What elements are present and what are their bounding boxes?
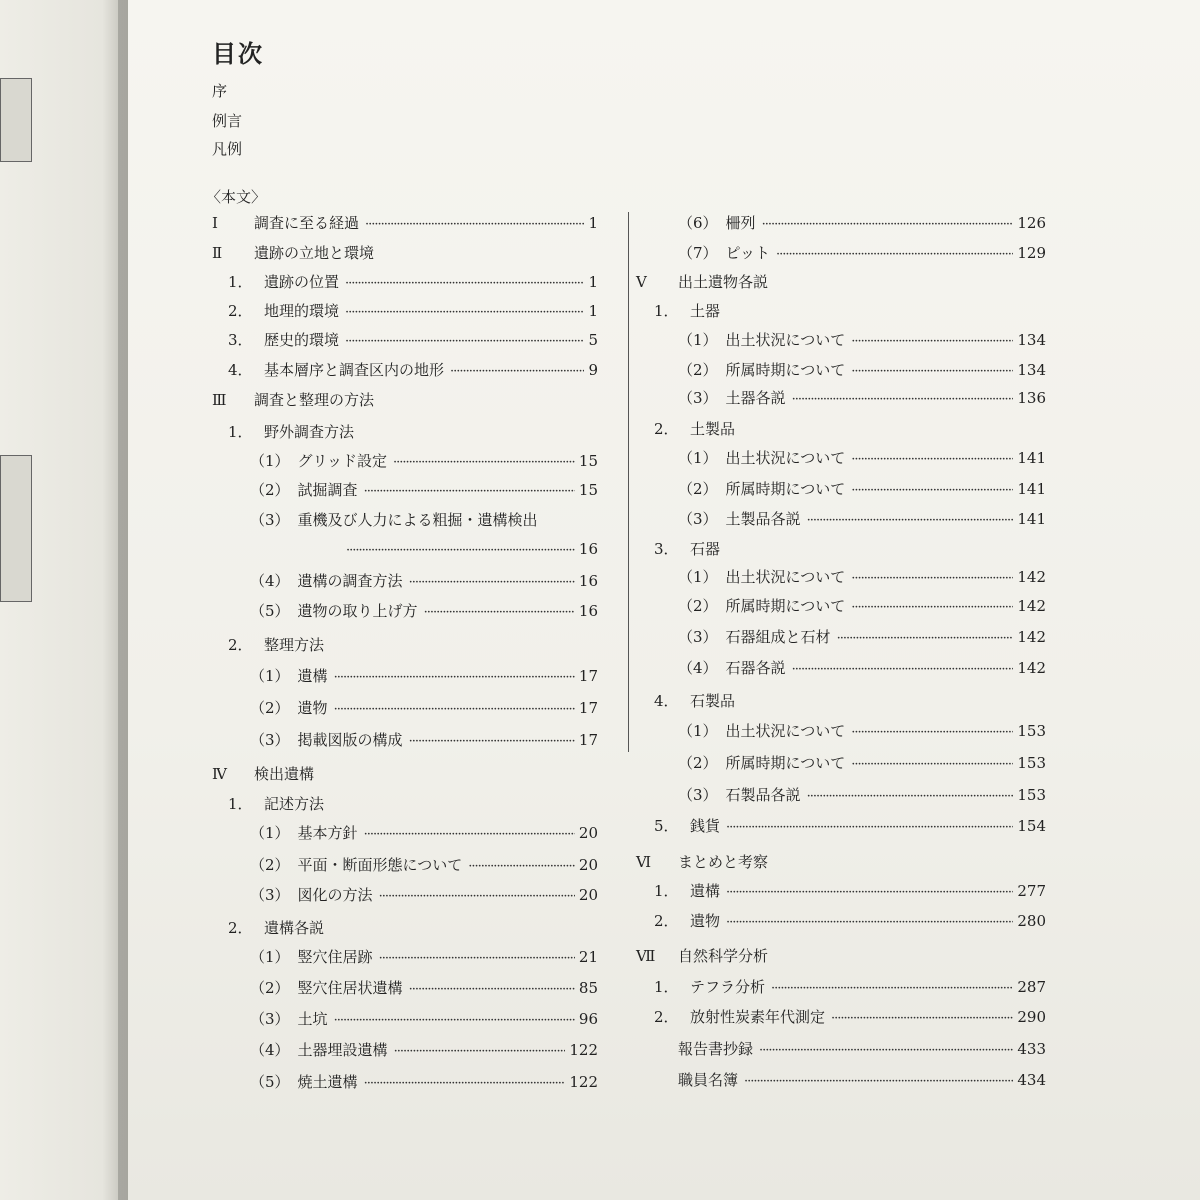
toc-label: 調査と整理の方法: [254, 391, 375, 409]
toc-page-number: 1: [588, 273, 598, 291]
toc-page-number: 21: [578, 948, 598, 966]
toc-page-number: 1: [588, 214, 598, 232]
toc-heading: [654, 538, 720, 560]
toc-number: （4）: [250, 572, 290, 590]
toc-label: 遺物: [690, 912, 721, 930]
toc-heading: [228, 793, 324, 815]
toc-number: （1）: [250, 667, 290, 685]
dot-leader: [345, 271, 584, 295]
toc-label: 遺跡の位置: [264, 273, 340, 291]
toc-entry: [678, 752, 1046, 774]
dot-leader: [807, 508, 1014, 532]
toc-label: 石器組成と石材: [725, 628, 831, 646]
toc-number: Ⅱ: [212, 244, 223, 262]
toc-number: （7）: [678, 244, 718, 262]
toc-number: 1．: [654, 978, 679, 996]
front-matter-preface: 序: [212, 82, 228, 100]
toc-heading: [228, 421, 354, 443]
toc-label: 土器: [690, 302, 721, 320]
toc-entry: [250, 1071, 598, 1093]
toc-number: 2．: [654, 1008, 679, 1026]
toc-heading: [654, 690, 735, 712]
toc-label: 放射性炭素年代測定: [690, 1008, 826, 1026]
dot-leader: [346, 538, 575, 562]
toc-page-number: 122: [569, 1073, 598, 1091]
dot-leader: [334, 697, 575, 721]
toc-label: 遺跡の立地と環境: [254, 244, 375, 262]
dot-leader: [409, 570, 575, 594]
toc-label: 掲載図版の構成: [297, 731, 403, 749]
front-matter-explanatory-notes: 例言: [212, 112, 243, 130]
dot-leader: [379, 946, 575, 970]
toc-label: 調査に至る経過: [254, 214, 360, 232]
toc-page-number: 85: [578, 979, 598, 997]
toc-entry: [678, 1038, 1046, 1060]
toc-entry: [250, 600, 598, 622]
toc-label: 野外調査方法: [264, 423, 355, 441]
toc-label: 地理的環境: [264, 302, 340, 320]
toc-number: （6）: [678, 214, 718, 232]
dot-leader: [424, 600, 575, 624]
toc-number: （2）: [250, 979, 290, 997]
dot-leader: [379, 884, 575, 908]
toc-label: 記述方法: [264, 795, 325, 813]
dot-leader: [334, 1008, 575, 1032]
toc-entry: [678, 566, 1046, 588]
toc-label: 遺構各説: [264, 919, 325, 937]
toc-number: 1．: [228, 795, 253, 813]
dot-leader: [726, 910, 1013, 934]
toc-label: 土器各説: [725, 389, 786, 407]
toc-label: 出土遺物各説: [678, 273, 769, 291]
toc-label: 竪穴住居跡: [297, 948, 373, 966]
toc-number: 1．: [654, 882, 679, 900]
toc-label: 歴史的環境: [264, 331, 340, 349]
dot-leader: [726, 880, 1013, 904]
toc-number: 4．: [228, 361, 253, 379]
toc-label: 焼土遺構: [297, 1073, 358, 1091]
toc-entry: [678, 1069, 1046, 1091]
toc-page-number: 17: [578, 667, 598, 685]
toc-entry: [678, 595, 1046, 617]
dot-leader: [831, 1006, 1013, 1030]
dot-leader: [851, 595, 1013, 619]
dot-leader: [851, 752, 1013, 776]
toc-label: 土製品: [690, 420, 736, 438]
toc-label: 出土状況について: [725, 331, 846, 349]
toc-page-number: 16: [578, 602, 598, 620]
dot-leader: [364, 822, 575, 846]
toc-number: 4．: [654, 692, 679, 710]
toc-entry: [250, 665, 598, 687]
toc-number: （5）: [250, 602, 290, 620]
toc-label: 石器各説: [725, 659, 786, 677]
toc-number: 2．: [228, 636, 253, 654]
toc-number: （1）: [250, 824, 290, 842]
toc-page-number: 154: [1017, 817, 1046, 835]
toc-number: （1）: [250, 452, 290, 470]
dot-leader: [776, 242, 1013, 266]
toc-entry: [678, 508, 1046, 530]
toc-entry: [228, 359, 598, 381]
front-matter-legend: 凡例: [212, 140, 243, 158]
toc-label: グリッド設定: [297, 452, 387, 470]
dot-leader: [851, 566, 1013, 590]
toc-label: 土器埋設遺構: [297, 1041, 388, 1059]
toc-heading: [212, 763, 314, 785]
toc-label: テフラ分析: [690, 978, 766, 996]
toc-entry: [654, 1006, 1046, 1028]
toc-label: 所属時期について: [725, 754, 846, 772]
toc-entry: [250, 1008, 598, 1030]
toc-page-number: 153: [1017, 786, 1046, 804]
toc-page-number: 136: [1017, 389, 1046, 407]
toc-entry: [678, 212, 1046, 234]
dot-leader: [837, 626, 1014, 650]
toc-page-number: 20: [578, 856, 598, 874]
toc-number: （3）: [678, 510, 718, 528]
section-label: 〈本文〉: [206, 188, 267, 206]
toc-label: 出土状況について: [725, 568, 846, 586]
dot-leader: [450, 359, 584, 383]
toc-page-number: 20: [578, 824, 598, 842]
toc-page-number: 17: [578, 699, 598, 717]
toc-label: 石製品: [690, 692, 736, 710]
dot-leader: [364, 1071, 566, 1095]
toc-number: Ⅴ: [636, 273, 647, 291]
toc-entry: [678, 387, 1046, 409]
toc-page-number: 1: [588, 302, 598, 320]
toc-number: （3）: [250, 511, 290, 529]
toc-number: （3）: [678, 786, 718, 804]
toc-number: （5）: [250, 1073, 290, 1091]
toc-entry: [654, 880, 1046, 902]
toc-page-number: 15: [578, 452, 598, 470]
toc-page-number: 142: [1017, 628, 1046, 646]
artifact-drawing: [0, 455, 32, 602]
toc-heading: [228, 634, 324, 656]
toc-number: （3）: [250, 731, 290, 749]
dot-leader: [762, 212, 1014, 236]
toc-number: 5．: [654, 817, 679, 835]
dot-leader: [393, 450, 575, 474]
toc-number: （1）: [678, 722, 718, 740]
toc-entry: [250, 479, 598, 501]
dot-leader: [851, 720, 1013, 744]
toc-number: 3．: [228, 331, 253, 349]
dot-leader: [394, 1039, 566, 1063]
toc-label: 柵列: [725, 214, 756, 232]
toc-entry: [678, 329, 1046, 351]
toc-label: 石器: [690, 540, 721, 558]
dot-leader: [771, 976, 1013, 1000]
toc-label: 土製品各説: [725, 510, 801, 528]
toc-entry: [250, 570, 598, 592]
column-divider: [628, 212, 629, 752]
toc-entry: [654, 815, 1046, 837]
toc-entry: [250, 884, 598, 906]
toc-page-number: 16: [578, 572, 598, 590]
toc-entry: [678, 478, 1046, 500]
toc-entry: [250, 854, 598, 876]
toc-number: （3）: [678, 389, 718, 407]
toc-entry: [678, 720, 1046, 742]
toc-entry: [340, 538, 598, 560]
toc-number: 2．: [228, 919, 253, 937]
toc-number: （2）: [678, 480, 718, 498]
toc-label: 職員名簿: [678, 1071, 739, 1089]
toc-entry: [678, 626, 1046, 648]
toc-number: （4）: [678, 659, 718, 677]
toc-label: 遺構の調査方法: [297, 572, 403, 590]
toc-heading: [250, 509, 538, 531]
toc-number: Ⅲ: [212, 391, 227, 409]
toc-entry: [250, 1039, 598, 1061]
toc-heading: [228, 917, 324, 939]
toc-number: （1）: [678, 331, 718, 349]
left-page: [0, 0, 128, 1200]
toc-entry: [250, 977, 598, 999]
toc-number: （3）: [250, 1010, 290, 1028]
toc-label: 試掘調査: [297, 481, 358, 499]
toc-label: 重機及び人力による粗掘・遺構検出: [297, 511, 538, 529]
dot-leader: [744, 1069, 1013, 1093]
toc-number: （1）: [250, 948, 290, 966]
toc-number: 1．: [654, 302, 679, 320]
toc-page-number: 20: [578, 886, 598, 904]
toc-label: まとめと考察: [678, 853, 769, 871]
toc-entry: [212, 212, 598, 234]
dot-leader: [365, 212, 584, 236]
toc-heading: [212, 242, 374, 264]
dot-leader: [807, 784, 1014, 808]
toc-heading: [636, 851, 768, 873]
toc-number: 2．: [654, 912, 679, 930]
toc-entry: [678, 784, 1046, 806]
toc-heading: [654, 418, 735, 440]
toc-page-number: 141: [1017, 510, 1046, 528]
toc-entry: [678, 657, 1046, 679]
toc-label: 基本層序と調査区内の地形: [264, 361, 445, 379]
toc-entry: [678, 447, 1046, 469]
toc-heading: [636, 945, 768, 967]
toc-page-number: 142: [1017, 568, 1046, 586]
toc-entry: [228, 271, 598, 293]
toc-label: 所属時期について: [725, 361, 846, 379]
toc-number: Ⅰ: [212, 214, 218, 232]
toc-entry: [250, 729, 598, 751]
dot-leader: [409, 977, 575, 1001]
toc-page-number: 287: [1017, 978, 1046, 996]
toc-number: （2）: [250, 699, 290, 717]
toc-page-number: 96: [578, 1010, 598, 1028]
toc-entry: [250, 946, 598, 968]
toc-number: Ⅳ: [212, 765, 227, 783]
toc-page-number: 15: [578, 481, 598, 499]
toc-page-number: 122: [569, 1041, 598, 1059]
toc-label: 所属時期について: [725, 597, 846, 615]
toc-number: （2）: [250, 856, 290, 874]
dot-leader: [409, 729, 575, 753]
toc-label: 遺構: [690, 882, 721, 900]
toc-label: 出土状況について: [725, 449, 846, 467]
dot-leader: [345, 329, 584, 353]
dot-leader: [851, 447, 1013, 471]
dot-leader: [792, 387, 1014, 411]
toc-page-number: 129: [1017, 244, 1046, 262]
toc-label: 所属時期について: [725, 480, 846, 498]
toc-number: （1）: [678, 568, 718, 586]
toc-label: 遺物の取り上げ方: [297, 602, 418, 620]
toc-page-number: 280: [1017, 912, 1046, 930]
dot-leader: [792, 657, 1014, 681]
toc-heading: [212, 389, 374, 411]
toc-page-number: 142: [1017, 659, 1046, 677]
dot-leader: [851, 329, 1013, 353]
toc-page-number: 153: [1017, 754, 1046, 772]
toc-entry: [250, 450, 598, 472]
dot-leader: [334, 665, 575, 689]
dot-leader: [726, 815, 1013, 839]
toc-number: 1．: [228, 423, 253, 441]
dot-leader: [364, 479, 575, 503]
toc-label: 出土状況について: [725, 722, 846, 740]
toc-entry: [654, 910, 1046, 932]
toc-entry: [678, 359, 1046, 381]
toc-number: （2）: [678, 597, 718, 615]
dot-leader: [851, 478, 1013, 502]
toc-page-number: 126: [1017, 214, 1046, 232]
toc-label: 土坑: [297, 1010, 328, 1028]
toc-number: （2）: [250, 481, 290, 499]
toc-page-number: 142: [1017, 597, 1046, 615]
toc-label: 竪穴住居状遺構: [297, 979, 403, 997]
toc-number: 3．: [654, 540, 679, 558]
toc-number: Ⅶ: [636, 947, 656, 965]
toc-number: （3）: [250, 886, 290, 904]
toc-label: 図化の方法: [297, 886, 373, 904]
toc-label: 自然科学分析: [678, 947, 769, 965]
toc-page-number: 16: [578, 540, 598, 558]
dot-leader: [851, 359, 1013, 383]
toc-entry: [228, 329, 598, 351]
toc-entry: [250, 822, 598, 844]
toc-number: （2）: [678, 754, 718, 772]
page-title: 目次: [212, 39, 264, 68]
toc-label: 整理方法: [264, 636, 325, 654]
toc-label: 石製品各説: [725, 786, 801, 804]
toc-page-number: 141: [1017, 480, 1046, 498]
toc-page-number: 141: [1017, 449, 1046, 467]
toc-page-number: 153: [1017, 722, 1046, 740]
toc-label: 銭貨: [690, 817, 721, 835]
toc-page-number: 290: [1017, 1008, 1046, 1026]
toc-entry: [250, 697, 598, 719]
toc-page-number: 434: [1017, 1071, 1046, 1089]
toc-page-number: 17: [578, 731, 598, 749]
toc-number: 2．: [228, 302, 253, 320]
toc-number: （4）: [250, 1041, 290, 1059]
toc-number: （2）: [678, 361, 718, 379]
toc-label: 検出遺構: [254, 765, 315, 783]
toc-page-number: 9: [588, 361, 598, 379]
toc-entry: [228, 300, 598, 322]
dot-leader: [759, 1038, 1013, 1062]
toc-label: 遺構: [297, 667, 328, 685]
toc-page-number: 433: [1017, 1040, 1046, 1058]
toc-page-number: 277: [1017, 882, 1046, 900]
toc-number: 2．: [654, 420, 679, 438]
toc-page-number: 134: [1017, 361, 1046, 379]
toc-label: 平面・断面形態について: [297, 856, 463, 874]
dot-leader: [345, 300, 584, 324]
toc-number: 1．: [228, 273, 253, 291]
toc-number: Ⅵ: [636, 853, 652, 871]
dot-leader: [468, 854, 575, 878]
toc-page-number: 134: [1017, 331, 1046, 349]
toc-label: ピット: [725, 244, 770, 262]
toc-label: 報告書抄録: [678, 1040, 754, 1058]
toc-entry: [654, 976, 1046, 998]
toc-number: （3）: [678, 628, 718, 646]
toc-entry: [678, 242, 1046, 264]
toc-page-number: 5: [588, 331, 598, 349]
toc-label: 基本方針: [297, 824, 358, 842]
artifact-drawing: [0, 78, 32, 162]
toc-label: 遺物: [297, 699, 328, 717]
toc-heading: [654, 300, 720, 322]
toc-heading: [636, 271, 768, 293]
toc-number: （1）: [678, 449, 718, 467]
